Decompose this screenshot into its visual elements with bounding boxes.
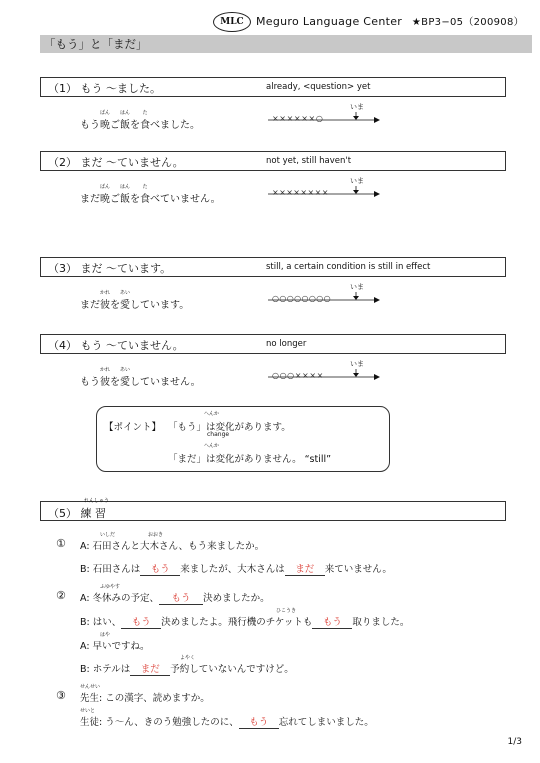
question-1-a: A: 石田さんと大木さん、もう来ましたか。 bbox=[80, 541, 265, 552]
point-line-2: 「まだ」は変化がありません。 “still” bbox=[168, 454, 332, 465]
answer-blank: もう bbox=[140, 561, 180, 576]
question-3-number: ③ bbox=[56, 689, 66, 702]
furigana-henka: へんか bbox=[204, 443, 220, 449]
logo: MLC bbox=[213, 12, 251, 32]
section-1-english: already, <question> yet bbox=[266, 82, 371, 92]
question-3-a: 先生: この漢字、読めますか。 bbox=[80, 693, 210, 704]
page-title: 「もう」と「まだ」 bbox=[40, 35, 532, 53]
timeline-marks: ○○○×××× bbox=[272, 371, 324, 380]
furigana-yoyaku: よやく bbox=[180, 655, 196, 661]
point-change: change bbox=[207, 431, 230, 438]
question-3-b: 生徒: う～ん、きのう勉強したのに、 もう 忘れてしまいました。 bbox=[80, 714, 374, 729]
section-4-heading: （4） もう ～ていません。 bbox=[48, 339, 184, 352]
timeline-3 bbox=[266, 282, 382, 306]
section-5-heading: （5） 練 習 bbox=[48, 507, 106, 520]
question-2-c: A: 早いですね。 bbox=[80, 641, 150, 652]
timeline-marks: ×××××××× bbox=[272, 188, 329, 197]
section-3-english: still, a certain condition is still in effect bbox=[266, 262, 431, 272]
answer-blank: まだ bbox=[130, 661, 170, 676]
timeline-now-label: いま bbox=[350, 103, 364, 111]
furigana-haya: はや bbox=[100, 632, 111, 638]
furigana-seito: せいと bbox=[80, 708, 96, 714]
answer-blank: まだ bbox=[285, 561, 325, 576]
timeline-marks: ××××××○ bbox=[272, 114, 324, 123]
answer-blank: もう bbox=[159, 590, 203, 605]
timeline-now-label: いま bbox=[350, 283, 364, 291]
furigana-sensei: せんせい bbox=[80, 684, 101, 690]
answer-blank: もう bbox=[121, 614, 161, 629]
point-label: 【ポイント】 bbox=[104, 422, 162, 433]
timeline-1 bbox=[266, 102, 382, 126]
furigana-ishida: いしだ bbox=[100, 532, 116, 538]
school-name: Meguro Language Center bbox=[256, 15, 403, 28]
section-5-box bbox=[40, 501, 506, 521]
section-1-heading: （1） もう ～ました。 bbox=[48, 82, 161, 95]
question-1-b: B: 石田さんは もう 来ましたが、大木さんは まだ 来ていません。 bbox=[80, 561, 392, 576]
furigana-ooki: おおき bbox=[148, 532, 164, 538]
header-school bbox=[256, 13, 524, 28]
question-2-b: B: はい、 もう 決めましたよ。飛行機のチケットも もう 取りました。 bbox=[80, 614, 409, 629]
question-1-number: ① bbox=[56, 537, 66, 550]
timeline-now-label: いま bbox=[350, 177, 364, 185]
furigana-henka: へんか bbox=[204, 411, 220, 417]
timeline-now-label: いま bbox=[350, 360, 364, 368]
furigana-renshuu: れんしゅう bbox=[84, 498, 110, 504]
section-1-example: もう晩 ばん ご飯 はん を食 た べました。 bbox=[80, 110, 200, 131]
section-3-heading: （3） まだ ～ています。 bbox=[48, 262, 172, 275]
question-2-d: B: ホテルは まだ 予約していないんですけど。 bbox=[80, 661, 294, 676]
question-2-number: ② bbox=[56, 589, 66, 602]
answer-blank: もう bbox=[312, 614, 352, 629]
page-number: 1/3 bbox=[507, 737, 522, 747]
furigana-hikouki: ひこうき bbox=[276, 608, 297, 614]
answer-blank: もう bbox=[239, 714, 279, 729]
section-2-heading: （2） まだ ～ていません。 bbox=[48, 156, 184, 169]
timeline-2 bbox=[266, 176, 382, 200]
timeline-4 bbox=[266, 359, 382, 383]
section-2-english: not yet, still haven't bbox=[266, 156, 352, 166]
section-4-example: もう彼 かれ を愛 あい していません。 bbox=[80, 367, 201, 388]
furigana-fuyuyasumi: ふゆやす bbox=[100, 584, 121, 590]
doc-code: ★BP3−05（200908） bbox=[411, 17, 524, 28]
section-4-english: no longer bbox=[266, 339, 307, 349]
section-3-example: まだ彼 かれ を愛 あい しています。 bbox=[80, 290, 190, 311]
question-2-a: A: 冬休みの予定、 もう 決めましたか。 bbox=[80, 590, 270, 605]
point-line-1: 「もう」は変化があります。 bbox=[168, 422, 291, 433]
timeline-marks: ○○○○○○○○ bbox=[272, 294, 332, 303]
section-2-example: まだ晩 ばん ご飯 はん を食 た べていません。 bbox=[80, 184, 221, 205]
